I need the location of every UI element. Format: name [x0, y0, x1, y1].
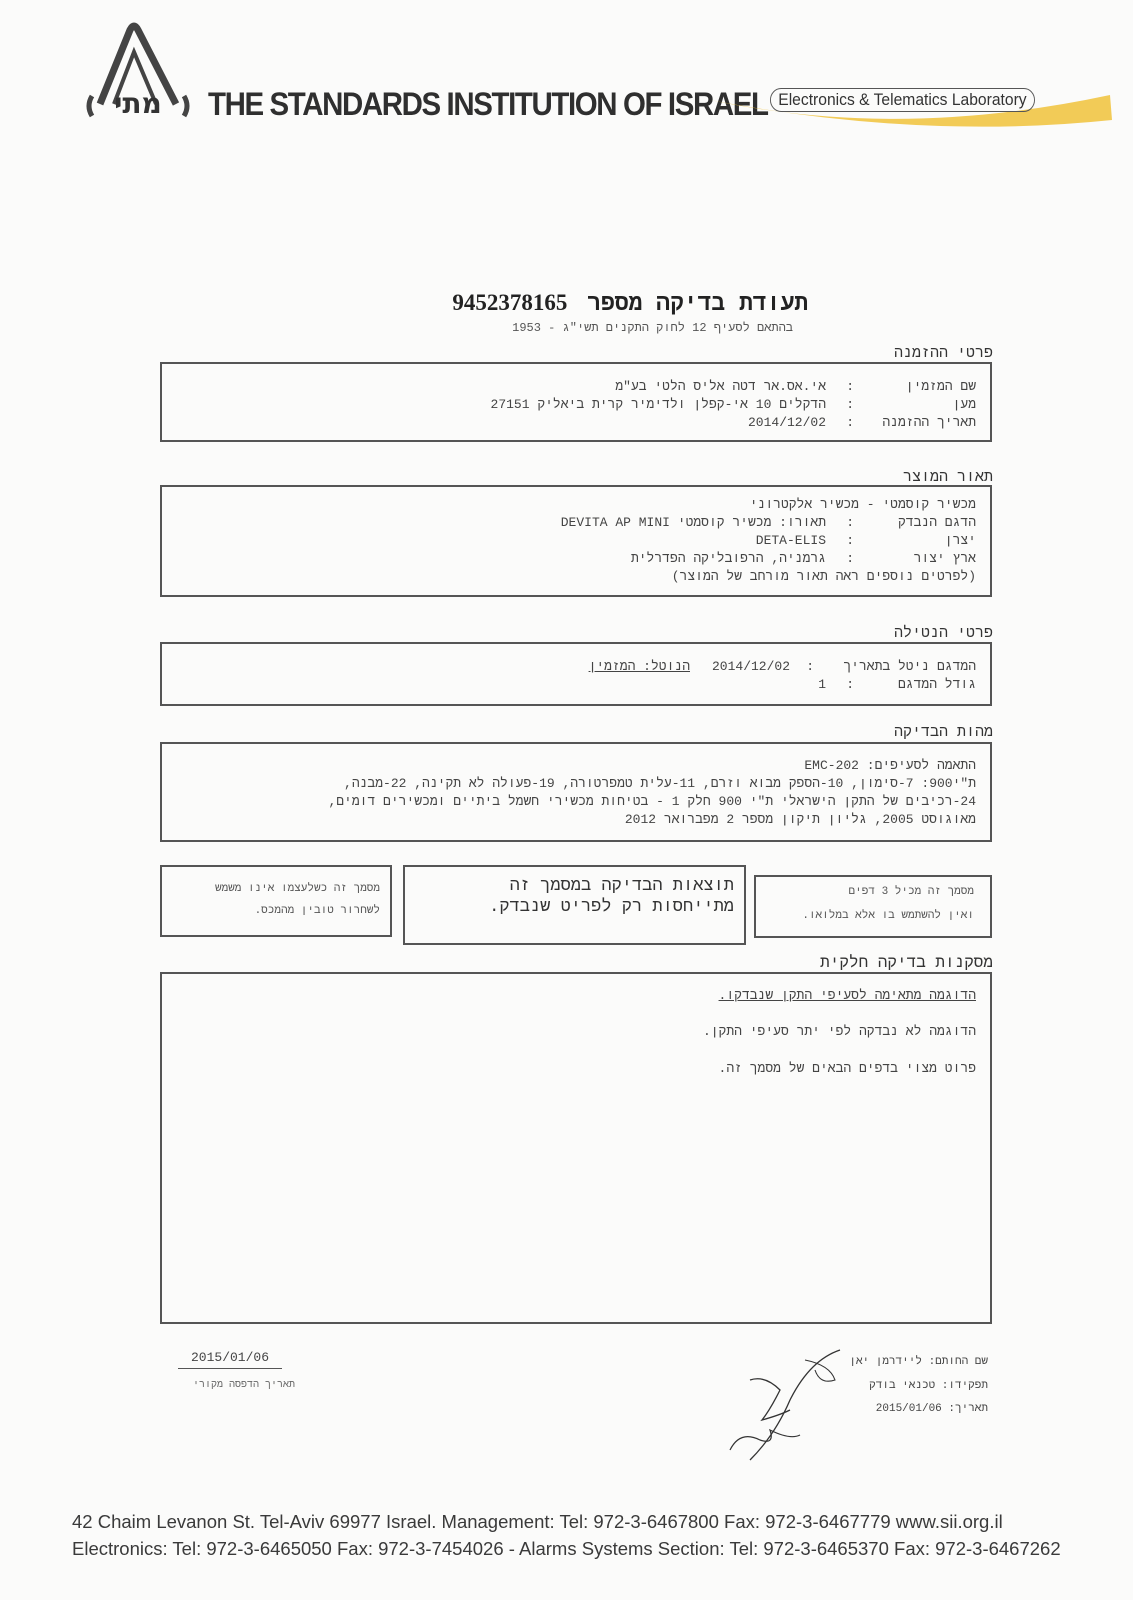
- signer-row: [849, 1356, 988, 1368]
- customs-note-box: [160, 865, 392, 937]
- sampling-value-taken: 2014/12/02: [711, 659, 790, 674]
- product-box: מכשיר קוסמטי - מכשיר אלקטרוני הדגם הנבדק : DEVITA AP MINI תאורו: מכשיר קוסמטי יצרן : DETA-ELIS ארץ יצור : גרמניה, הרפובליקה הפדרלית (לפרטים נוספים ראה תאור מורחב של המוצר): [160, 485, 992, 597]
- conclusions-box: [160, 972, 992, 1324]
- results-note-line-1: תוצאות הבדיקה במסמך זה: [509, 877, 734, 896]
- test-nature-section-title: מהות הבדיקה: [893, 724, 993, 741]
- order-value-date: 2014/12/02: [747, 415, 826, 430]
- signer-label: שם החותם:: [928, 1356, 988, 1368]
- footer-line-1: 42 Chaim Levanon St. Tel-Aviv 69977 Israel. Management: Tel: 972-3-6467800 Fax: 972-3-6467779 www.sii.org.il: [72, 1511, 1003, 1532]
- sampling-label-taken: המדגם ניטל בתאריך: [843, 659, 976, 674]
- pages-note-box: [754, 875, 992, 938]
- order-label-date: תאריך ההזמנה: [882, 415, 976, 430]
- sign-date-value: 2015/01/06: [875, 1403, 942, 1415]
- order-value-address: הדקלים 10 אי-קפלן ולדימיר קרית ביאליק 27151: [490, 397, 826, 412]
- product-value-model: DEVITA AP MINI תאורו: מכשיר קוסמטי: [560, 515, 826, 530]
- footer-line-2: Electronics: Tel: 972-3-6465050 Fax: 972-3-7454026 - Alarms Systems Section: Tel: 972-3-6465370 Fax: 972-3-6467262: [72, 1538, 1061, 1559]
- title-subtitle: בהתאם לסעיף 12 לחוק התקנים תשי"ג - 1953: [512, 321, 793, 335]
- product-description: מכשיר קוסמטי - מכשיר אלקטרוני: [749, 497, 976, 512]
- certificate-title: [452, 290, 808, 317]
- signer-name: ליידרמן יאן: [849, 1356, 922, 1368]
- sampling-label-size: גודל המדגם: [897, 677, 976, 692]
- sampling-taken-by: הנוטל: המזמין: [588, 659, 690, 674]
- pages-note-line-2: ואין להשתמש בו אלא במלואו.: [802, 910, 974, 922]
- print-date-label: תאריך הדפסה מקורי: [192, 1380, 295, 1391]
- title-heading: תעודת בדיקה מספר: [587, 291, 808, 317]
- order-label-client: שם המזמין: [905, 379, 976, 394]
- certificate-number: 9452378165: [452, 290, 568, 315]
- conclusions-section-title: מסקנות בדיקה חלקית: [820, 954, 993, 972]
- test-nature-line-3: 24-רכיבים של התקן הישראלי ת"י 900 חלק 1 - בטיחות מכשירי חשמל ביתיים ומכשירים דומים,: [328, 794, 976, 809]
- sampling-box: המדגם ניטל בתאריך : 2014/12/02 הנוטל: המזמין גודל המדגם : 1: [160, 642, 992, 706]
- test-nature-box: [160, 742, 992, 842]
- order-section-title: פרטי ההזמנה: [893, 345, 993, 362]
- handwritten-signature: [720, 1340, 860, 1470]
- role-value: טכנאי בודק: [869, 1380, 936, 1392]
- order-value-client: אי.אס.אר דטה אליס הלטי בע"מ: [615, 379, 826, 394]
- lab-name: Electronics & Telematics Laboratory: [770, 88, 1035, 112]
- sampling-value-size: 1: [818, 677, 826, 692]
- org-name: THE STANDARDS INSTITUTION OF ISRAEL: [208, 86, 768, 122]
- conclusion-line-3: פרוט מצוי בדפים הבאים של מסמך זה.: [718, 1061, 976, 1076]
- order-label-address: מען: [952, 397, 976, 412]
- logo-text: מתי: [114, 87, 162, 120]
- product-note: (לפרטים נוספים ראה תאור מורחב של המוצר): [671, 569, 976, 584]
- conclusion-line-1: הדוגמה מתאימה לסעיפי התקן שנבדקו.: [718, 988, 976, 1003]
- footer: [72, 1508, 1072, 1562]
- test-nature-line-4: מאוגוסט 2005, גליון תיקון מספר 2 מפברואר 2012: [624, 812, 976, 827]
- results-note-line-2: מתייחסות רק לפריט שנבדק.: [489, 898, 734, 917]
- product-section-title: תאור המוצר: [902, 469, 993, 486]
- product-label-maker: יצרן: [944, 533, 976, 548]
- print-date: 2015/01/06: [178, 1350, 282, 1369]
- conclusion-line-2: הדוגמה לא נבדקה לפי יתר סעיפי התקן.: [702, 1024, 976, 1039]
- product-value-country: גרמניה, הרפובליקה הפדרלית: [630, 551, 826, 566]
- test-nature-line-2: ת"י900: 7-סימון, 10-הספק מבוא וזרם, 11-עלית טמפרטורה, 19-פעולה לא תקינה, 22-מבנה,: [344, 776, 976, 791]
- role-row: [869, 1380, 988, 1392]
- results-note-box: [403, 865, 746, 945]
- role-label: תפקידו:: [941, 1380, 988, 1392]
- pages-note-line-1: מסמך זה מכיל 3 דפים: [848, 886, 974, 898]
- test-nature-line-1: התאמה לסעיפים: EMC-202: [804, 758, 976, 773]
- customs-note-line-1: מסמך זה כשלעצמו אינו משמש: [214, 883, 380, 895]
- sampling-section-title: פרטי הנטילה: [893, 625, 993, 642]
- order-box: שם המזמין : אי.אס.אר דטה אליס הלטי בע"מ מען : הדקלים 10 אי-קפלן ולדימיר קרית ביאליק 27151 תאריך ההזמנה : 2014/12/02: [160, 362, 992, 442]
- product-label-country: ארץ יצור: [913, 551, 976, 566]
- product-value-maker: DETA-ELIS: [755, 533, 826, 548]
- customs-note-line-2: לשחרור טובין מהמכס.: [254, 905, 380, 917]
- product-label-model: הדגם הנבדק: [897, 515, 976, 530]
- sign-date-row: [876, 1403, 988, 1415]
- sign-date-label: תאריך:: [948, 1403, 988, 1415]
